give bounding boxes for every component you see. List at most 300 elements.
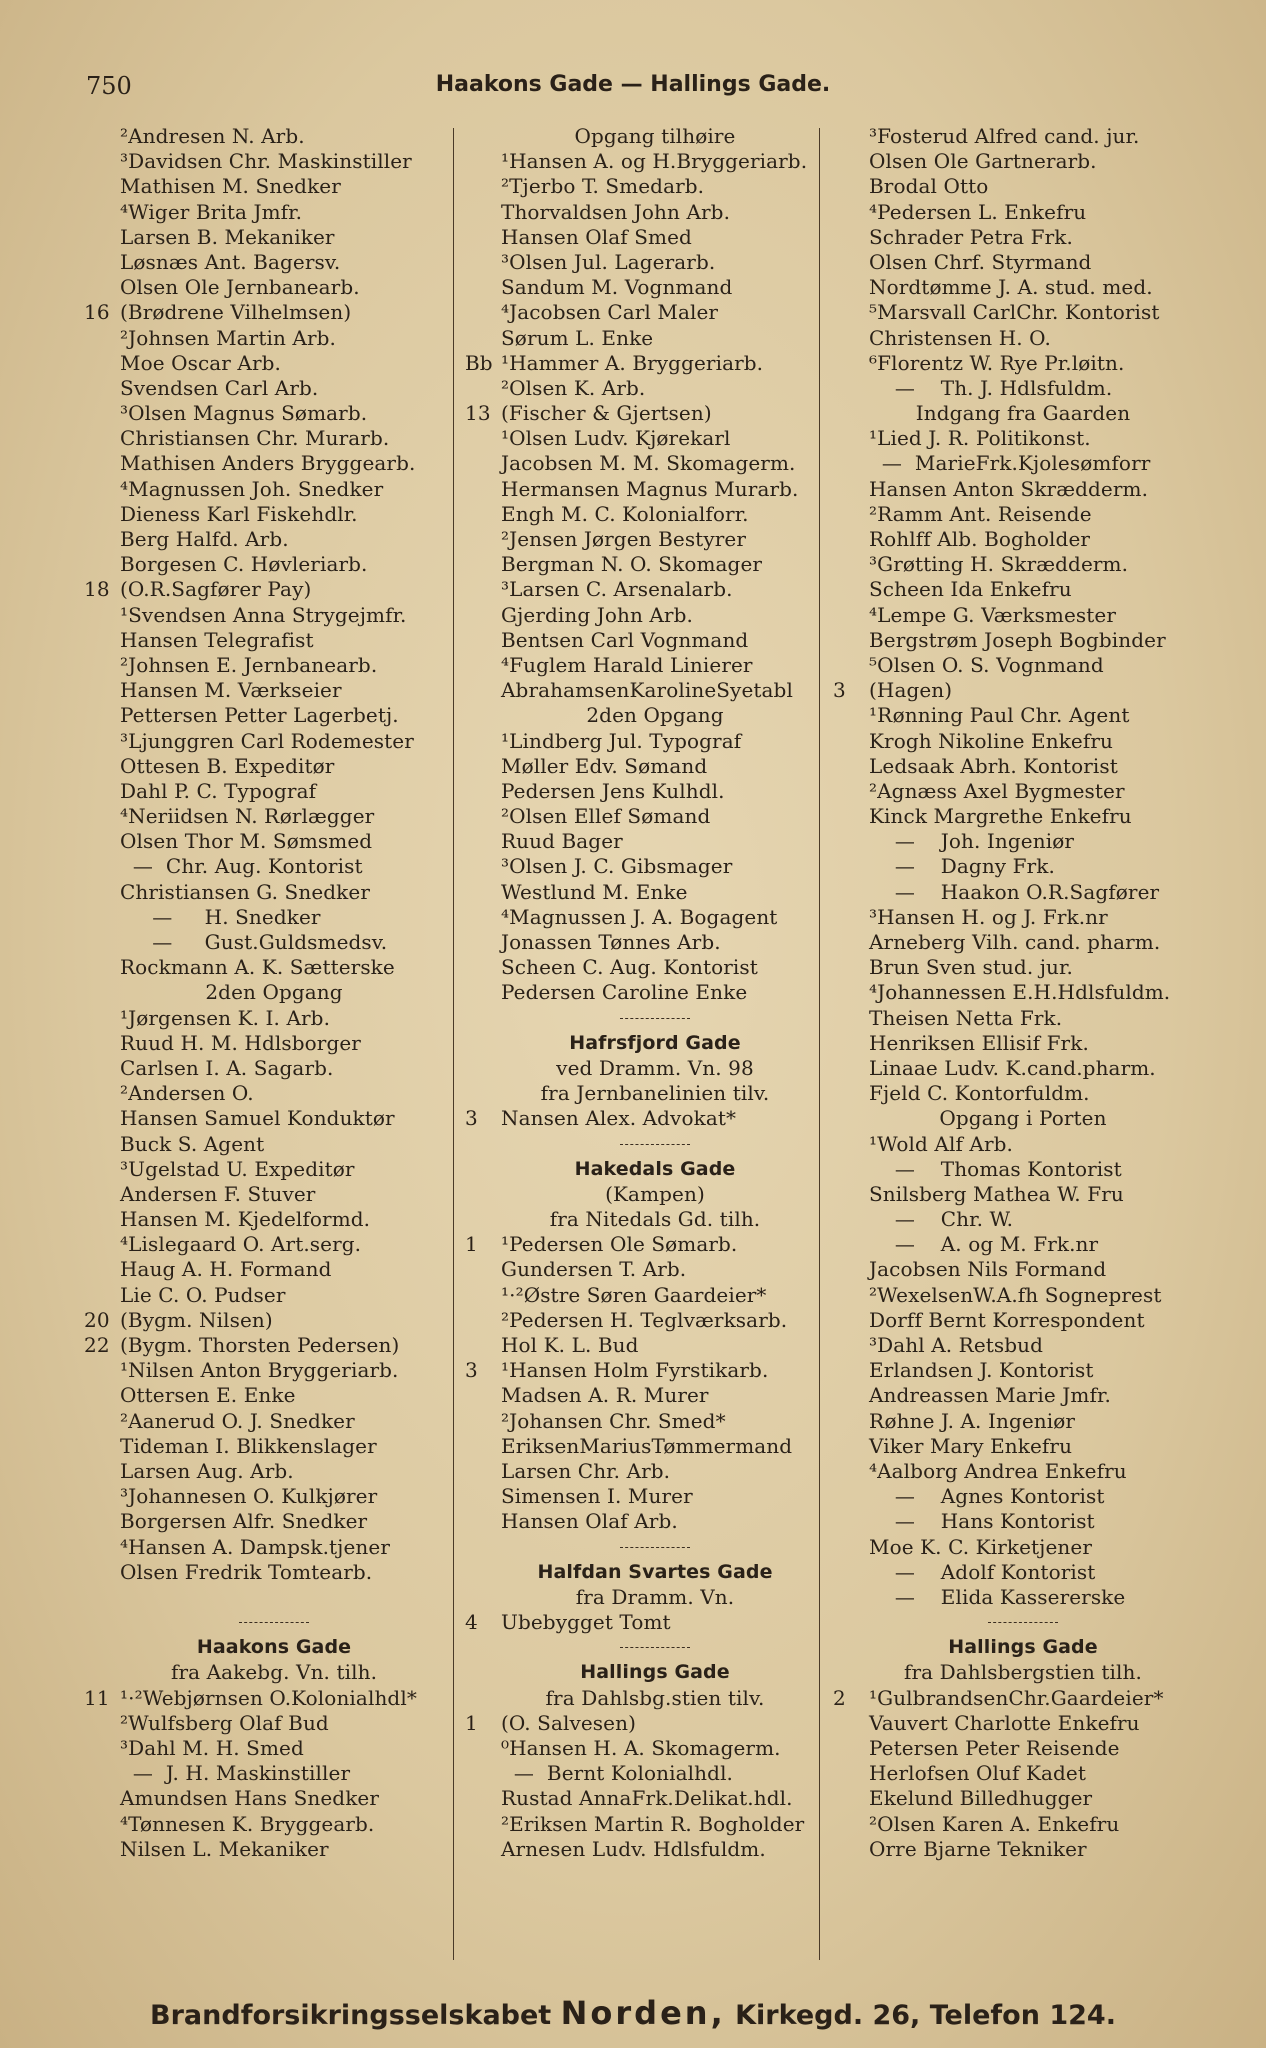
directory-entry [84,552,464,577]
directory-entry [465,829,845,854]
house-number: 16 [84,300,110,325]
directory-entry [833,955,1213,980]
entry-text: (O. Salvesen) [501,1710,636,1735]
entry-text: Dorff Bernt Korrespondent [869,1307,1145,1332]
directory-entry [833,527,1213,552]
directory-entry [833,451,1213,476]
directory-entry [465,729,845,754]
directory-entry [84,955,464,980]
entry-text: Ruud H. M. Hdlsborger [120,1030,361,1055]
directory-entry [833,1484,1213,1509]
directory-entry [833,275,1213,300]
directory-entry [833,1283,1213,1308]
entry-text: ²Johnsen E. Jernbanearb. [120,652,378,677]
house-number: 20 [84,1307,110,1332]
directory-entry [833,1434,1213,1459]
section-note: Opgang tilhøire [574,124,736,148]
directory-entry [833,225,1213,250]
street-heading: Haakons Gade [196,1636,352,1659]
entry-text: Moe Oscar Arb. [120,350,281,375]
directory-entry [84,603,464,628]
directory-entry [465,552,845,577]
page-header [0,72,1266,112]
entry-text: Hermansen Magnus Murarb. [501,476,799,501]
entry-text: ¹Pedersen Ole Sømarb. [501,1232,738,1257]
entry-text: ⁴Wiger Brita Jmfr. [120,199,303,224]
entry-text: Nansen Alex. Advokat* [501,1106,737,1131]
entry-text: Viker Mary Enkefru [869,1433,1073,1458]
directory-entry [833,854,1213,879]
directory-entry [833,1585,1213,1610]
entry-text: ²Olsen Ellef Sømand [501,804,711,829]
entry-text: Ledsaak Abrh. Kontorist [869,753,1118,778]
entry-text: ¹Lied J. R. Politikonst. [869,426,1091,451]
directory-entry [84,124,464,149]
directory-entry [465,1711,845,1736]
entry-text: — Elida Kassererske [869,1584,1126,1609]
directory-entry [833,200,1213,225]
entry-text: Madsen A. R. Murer [501,1383,709,1408]
directory-entry [833,1686,1213,1711]
directory-entry [833,1736,1213,1761]
directory-entry [833,1509,1213,1534]
section-separator [833,1610,1213,1635]
entry-text: Ottesen B. Expeditør [120,753,335,778]
directory-entry [833,678,1213,703]
directory-entry [465,376,845,401]
directory-entry [833,351,1213,376]
directory-entry [833,930,1213,955]
entry-text: Bergstrøm Joseph Bogbinder [869,627,1166,652]
directory-entry [465,174,845,199]
entry-text: Lie C. O. Pudser [120,1282,286,1307]
directory-entry [833,905,1213,930]
entry-text: Olsen Ole Gartnerarb. [869,149,1097,174]
entry-text: ⁴Magnussen Joh. Snedker [120,476,384,501]
directory-entry [84,1157,464,1182]
entry-text: ¹Jørgensen K. I. Arb. [120,1005,331,1030]
directory-entry [84,1786,464,1811]
entry-text: ¹Hansen A. og H.Bryggeriarb. [501,149,808,174]
entry-text: Hansen M. Værkseier [120,678,342,703]
directory-entry [833,1182,1213,1207]
entry-text: (Brødrene Vilhelmsen) [120,300,352,325]
directory-entry [84,376,464,401]
footer-brand: Norden, [560,1994,726,2032]
directory-entry [84,174,464,199]
entry-text: Fjeld C. Kontorfuldm. [869,1081,1090,1106]
entry-text: — Agnes Kontorist [869,1484,1105,1509]
section-separator [465,1635,845,1660]
directory-entry [465,1257,845,1282]
directory-entry [465,678,845,703]
directory-entry [833,653,1213,678]
entry-text: — Thomas Kontorist [869,1156,1122,1181]
entry-text: ²Johansen Chr. Smed* [501,1408,726,1433]
column-3 [833,124,1213,1862]
column-2 [465,124,845,1862]
entry-text: Rohlff Alb. Bogholder [869,527,1091,551]
entry-text: Hansen Olaf Smed [501,224,692,249]
directory-entry [84,351,464,376]
entry-text: Christensen H. O. [869,325,1051,350]
house-number: 22 [84,1333,110,1357]
entry-text: ⁴Jacobsen Carl Maler [501,300,719,325]
directory-entry [84,527,464,552]
entry-text: Krogh Nikoline Enkefru [869,728,1113,753]
directory-entry [84,829,464,854]
directory-entry [833,1711,1213,1736]
entry-text: ¹GulbrandsenChr.Gaardeier* [869,1685,1164,1710]
directory-entry [465,1812,845,1837]
section-note: fra Dramm. Vn. [575,1584,735,1609]
directory-entry [465,628,845,653]
directory-entry [833,1560,1213,1585]
directory-entry [84,275,464,300]
entry-text: ⁴Lempe G. Værksmester [869,602,1117,627]
directory-entry [833,149,1213,174]
entry-text: Thorvaldsen John Arb. [501,199,731,224]
entry-text: Møller Edv. Sømand [501,753,708,778]
entry-text: Dahl P. C. Typograf [120,778,317,803]
entry-text: Pedersen Jens Kulhdl. [501,778,725,803]
footer-address: Kirkegd. 26, Telefon 124. [735,2000,1116,2031]
directory-entry [84,1434,464,1459]
directory-entry [465,1484,845,1509]
entry-text: — Bernt Kolonialhdl. [501,1761,734,1786]
directory-entry [84,401,464,426]
directory-entry [465,275,845,300]
entry-text: ¹Nilsen Anton Bryggeriarb. [120,1358,399,1383]
entry-text: ³Fosterud Alfred cand. jur. [869,124,1140,148]
directory-entry [465,905,845,930]
footer-company: Brandforsikringsselskabet [150,2000,552,2031]
directory-entry [84,225,464,250]
entry-text: Nilsen L. Mekaniker [120,1836,329,1861]
directory-entry [465,603,845,628]
entry-text: Ottersen E. Enke [120,1383,296,1408]
entry-text: Carlsen I. A. Sagarb. [120,1055,334,1080]
directory-entry [833,829,1213,854]
section-note: fra Dahlsbg.stien tilv. [545,1685,765,1710]
directory-entry [465,930,845,955]
entry-text: ³Johannesen O. Kulkjører [120,1484,378,1509]
directory-entry [84,1283,464,1308]
directory-entry [833,1383,1213,1408]
entry-text: Larsen B. Mekaniker [120,224,335,249]
directory-entry [833,1535,1213,1560]
entry-text: ²Jensen Jørgen Bestyrer [501,527,746,551]
entry-text: Scheen Ida Enkefru [869,577,1072,602]
directory-entry [465,1509,845,1534]
entry-text: Kinck Margrethe Enkefru [869,804,1132,829]
entry-text: Vauvert Charlotte Enkefru [869,1710,1140,1735]
entry-text: — MarieFrk.Kjolesømforr [869,451,1151,476]
directory-entry [84,1509,464,1534]
entry-text: Ubebygget Tomt [501,1610,671,1635]
directory-entry [833,326,1213,351]
directory-entry [833,1056,1213,1081]
directory-entry [833,174,1213,199]
directory-entry [833,477,1213,502]
entry-text: Jonassen Tønnes Arb. [501,930,721,954]
section-separator [84,1610,464,1635]
entry-text: ²Johnsen Martin Arb. [120,325,336,350]
house-number: 3 [465,1106,478,1131]
directory-entry [833,577,1213,602]
directory-entry [833,250,1213,275]
house-number: 1 [465,1232,478,1257]
directory-entry [465,779,845,804]
directory-entry [465,527,845,552]
entry-text: Olsen Fredrik Tomtearb. [120,1559,373,1584]
street-heading: Hafrsfjord Gade [569,1031,741,1054]
entry-text: ⁴Johannessen E.H.Hdlsfuldm. [869,980,1171,1005]
directory-entry [84,653,464,678]
section-note: (Kampen) [605,1181,705,1206]
directory-entry [84,880,464,905]
directory-entry [833,703,1213,728]
entry-text: Borgersen Alfr. Snedker [120,1509,368,1534]
directory-entry [833,880,1213,905]
entry-text: Schrader Petra Frk. [869,224,1073,249]
entry-text: ³Olsen J. C. Gibsmager [501,854,733,879]
directory-entry [84,628,464,653]
entry-text: ¹Lindberg Jul. Typograf [501,728,742,753]
entry-text: Haug A. H. Formand [120,1257,332,1282]
directory-entry [84,854,464,879]
entry-text: ³Olsen Magnus Sømarb. [120,401,368,426]
directory-entry [84,300,464,325]
entry-text: ³Olsen Jul. Lagerarb. [501,249,716,274]
directory-entry [833,124,1213,149]
directory-entry [833,1333,1213,1358]
directory-entry [84,426,464,451]
entry-text: ⁴Hansen A. Dampsk.tjener [120,1534,390,1559]
directory-entry [833,1081,1213,1106]
entry-text: ²Pedersen H. Teglværksarb. [501,1307,788,1332]
section-note: Opgang i Porten [939,1106,1107,1131]
directory-entry [465,149,845,174]
entry-text: Christiansen Chr. Murarb. [120,426,390,451]
directory-entry [84,1837,464,1862]
entry-text: ⁴Magnussen J. A. Bogagent [501,904,778,929]
entry-text: Amundsen Hans Snedker [120,1786,380,1811]
entry-text: — Chr. W. [869,1207,1014,1232]
entry-text: Ekelund Billedhugger [869,1786,1093,1811]
entry-text: Svendsen Carl Arb. [120,375,319,400]
directory-entry [833,1409,1213,1434]
entry-text: ⁵Olsen O. S. Vognmand [869,652,1104,677]
entry-text: (Bygm. Thorsten Pedersen) [120,1333,400,1357]
section-note: ved Dramm. Vn. 98 [556,1055,754,1080]
directory-entry [84,703,464,728]
entry-text: Brodal Otto [869,174,989,199]
section-note: fra Dahlsbergstien tilh. [904,1660,1142,1685]
entry-text: Rockmann A. K. Sætterske [120,955,395,980]
directory-entry [833,628,1213,653]
entry-text: Henriksen Ellisif Frk. [869,1030,1089,1055]
entry-text: ³Grøtting H. Skrædderm. [869,552,1129,577]
directory-entry [84,1383,464,1408]
directory-entry [465,754,845,779]
directory-entry [84,1106,464,1131]
entry-text: ²Andersen O. [120,1081,254,1106]
directory-entry [84,1006,464,1031]
section-separator [465,1535,845,1560]
entry-text: ¹·²Østre Søren Gaardeier* [501,1282,767,1307]
entry-text: (Hagen) [869,678,953,703]
directory-entry [84,200,464,225]
entry-text: ⁴Lislegaard O. Art.serg. [120,1232,362,1257]
entry-text: ³Hansen H. og J. Frk.nr [869,904,1108,929]
column-1 [84,124,464,1862]
house-number: 13 [465,401,491,426]
entry-text: — Haakon O.R.Sagfører [869,879,1160,904]
entry-text: Hansen Samuel Konduktør [120,1106,395,1131]
directory-entry [833,1132,1213,1157]
entry-text: Rustad AnnaFrk.Delikat.hdl. [501,1786,793,1811]
directory-entry [833,729,1213,754]
entry-text: Hansen Olaf Arb. [501,1509,678,1534]
entry-text: — Hans Kontorist [869,1509,1095,1534]
directory-entry [84,477,464,502]
directory-entry [84,1409,464,1434]
entry-text: ¹Hammer A. Bryggeriarb. [501,350,764,375]
entry-text: ⁴Pedersen L. Enkefru [869,199,1087,224]
entry-text: Arnesen Ludv. Hdlsfuldm. [501,1836,766,1861]
entry-text: Tideman I. Blikkenslager [120,1433,377,1458]
entry-text: Mathisen Anders Bryggearb. [120,451,416,476]
entry-text: ¹·²Webjørnsen O.Kolonialhdl* [120,1685,417,1710]
directory-entry [465,1837,845,1862]
directory-entry [465,577,845,602]
directory-entry [833,1257,1213,1282]
entry-text: ²Wulfsberg Olaf Bud [120,1710,329,1735]
entry-text: Christiansen G. Snedker [120,879,370,904]
directory-entry [84,678,464,703]
entry-text: ⁴Aalborg Andrea Enkefru [869,1458,1127,1483]
directory-entry [833,1157,1213,1182]
entry-text: Dieness Karl Fiskehdlr. [120,501,358,526]
entry-text: Sandum M. Vognmand [501,275,733,300]
entry-text: ³Larsen C. Arsenalarb. [501,577,733,602]
directory-entry [84,1232,464,1257]
entry-text: ²Olsen Karen A. Enkefru [869,1811,1120,1836]
directory-entry [465,326,845,351]
entry-text: Orre Bjarne Tekniker [869,1836,1087,1861]
entry-text: ⁵Marsvall CarlChr. Kontorist [869,300,1160,325]
directory-entry [84,149,464,174]
directory-entry [465,1610,845,1635]
entry-text: Theisen Netta Frk. [869,1005,1063,1030]
directory-entry [84,1358,464,1383]
directory-entry [84,1308,464,1333]
entry-text: Gundersen T. Arb. [501,1257,687,1282]
entry-text: ³Dahl A. Retsbud [869,1333,1044,1357]
entry-text: Olsen Chrf. Styrmand [869,249,1092,274]
entry-text: Hansen Anton Skrædderm. [869,476,1149,501]
directory-entry [84,1535,464,1560]
entry-text: Sørum L. Enke [501,325,654,350]
directory-entry [465,980,845,1005]
directory-entry [833,1031,1213,1056]
directory-entry [833,1459,1213,1484]
directory-entry [833,376,1213,401]
entry-text: — Joh. Ingeniør [869,829,1075,854]
directory-entry [465,1786,845,1811]
directory-entry [84,1711,464,1736]
entry-text: Simensen I. Murer [501,1484,693,1509]
directory-entry [465,426,845,451]
directory-entry [84,502,464,527]
entry-text: Mathisen M. Snedker [120,174,341,199]
entry-text: Snilsberg Mathea W. Fru [869,1181,1124,1206]
directory-entry [84,1031,464,1056]
directory-entry [833,1006,1213,1031]
entry-text: ²Eriksen Martin R. Bogholder [501,1811,805,1836]
entry-text: Scheen C. Aug. Kontorist [501,955,758,980]
entry-text: ²Aanerud O. J. Snedker [120,1408,355,1433]
directory-entry [465,351,845,376]
entry-text: Larsen Aug. Arb. [120,1458,294,1483]
advertisement-footer [0,1994,1266,2032]
entry-text: Røhne J. A. Ingeniør [869,1408,1076,1433]
entry-text: ¹Svendsen Anna Strygejmfr. [120,602,407,627]
directory-entry [84,1459,464,1484]
entry-text: Erlandsen J. Kontorist [869,1358,1094,1383]
entry-text: Pettersen Petter Lagerbetj. [120,703,399,728]
entry-text: ²Andresen N. Arb. [120,124,305,148]
entry-text: ²WexelsenW.A.fh Sogneprest [869,1282,1162,1307]
entry-text: Bentsen Carl Vognmand [501,627,749,652]
house-number: 4 [465,1610,478,1635]
directory-entry [84,577,464,602]
page-title: Haakons Gade — Hallings Gade. [435,72,831,97]
entry-text: Ruud Bager [501,829,623,854]
street-heading: Hallings Gade [948,1636,1098,1659]
directory-entry [84,250,464,275]
directory-entry [833,980,1213,1005]
entry-text: EriksenMariusTømmermand [501,1433,793,1458]
directory-entry [84,1081,464,1106]
entry-text: Hansen Telegrafist [120,627,314,652]
entry-text: Jacobsen Nils Formand [869,1257,1107,1282]
blank-line [84,1585,464,1610]
directory-entry [465,250,845,275]
directory-entry [84,804,464,829]
entry-text: Gjerding John Arb. [501,602,693,627]
directory-entry [84,1812,464,1837]
entry-text: ³Davidsen Chr. Maskinstiller [120,149,412,174]
directory-entry [465,477,845,502]
entry-text: Buck S. Agent [120,1131,265,1156]
entry-text: Larsen Chr. Arb. [501,1458,671,1483]
entry-text: (Bygm. Nilsen) [120,1307,273,1332]
directory-entry [833,300,1213,325]
entry-text: ¹Olsen Ludv. Kjørekarl [501,426,731,451]
entry-text: Andersen F. Stuver [120,1181,316,1206]
house-number: 2 [833,1685,846,1710]
directory-entry [465,451,845,476]
directory-entry [833,1761,1213,1786]
street-heading: Hakedals Gade [574,1157,736,1180]
entry-text: ⁴Tønnesen K. Bryggearb. [120,1811,375,1836]
directory-entry [84,1761,464,1786]
entry-text: ⁴Fuglem Harald Linierer [501,652,753,677]
entry-text: Moe K. C. Kirketjener [869,1534,1092,1559]
directory-entry [465,854,845,879]
